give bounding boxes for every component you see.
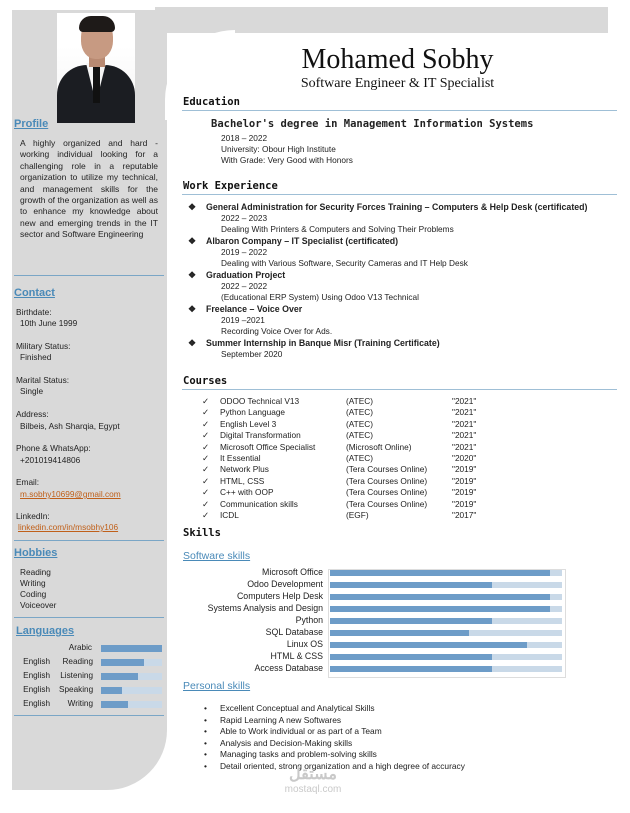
bullet-icon: ❖ [188, 236, 196, 246]
email-link[interactable]: m.sobhy10699@gmail.com [20, 489, 121, 499]
profile-photo [57, 13, 135, 123]
divider [14, 275, 164, 276]
course-name: Microsoft Office Specialist [220, 441, 316, 452]
hobby-item: Reading [20, 567, 51, 577]
education-university: University: Obour High Institute [221, 144, 336, 154]
personal-skill-text: Managing tasks and problem-solving skills [220, 749, 377, 759]
bullet-icon: • [204, 737, 207, 748]
skill-bar [330, 606, 562, 612]
skill-label: SQL Database [265, 627, 323, 637]
course-row [202, 430, 492, 441]
hobby-item: Voiceover [20, 600, 57, 610]
skill-label: Systems Analysis and Design [207, 603, 323, 613]
job-title [188, 270, 285, 281]
language-row [0, 657, 170, 668]
personal-skill-text: Detail oriented, strong organization and a high degree of accuracy [220, 760, 465, 771]
course-year: "2021" [452, 418, 477, 429]
bullet-icon: • [204, 749, 207, 759]
language-level-fill [101, 701, 128, 708]
hobbies-heading: Hobbies [14, 547, 58, 559]
divider [14, 617, 164, 618]
course-org: (Tera Courses Online) [346, 475, 428, 486]
skill-bar [330, 570, 562, 576]
course-org: (ATEC) [346, 453, 374, 463]
job-years: 2019 –2021 [221, 315, 265, 325]
course-name: English Level 3 [220, 418, 277, 429]
skill-bar-fill [330, 582, 492, 588]
profile-text: A highly organized and hard - working individual looking for a challenging role in a reputable organization to utilize my technical, and management skills for the growth of the organization as well as to enhance my knowledge about new and emerging trends in the IT sector and Software Engineering [20, 138, 158, 240]
military-value: Finished [20, 352, 52, 362]
language-level-bar [101, 645, 162, 652]
course-org: (Microsoft Online) [346, 441, 412, 452]
language-skill: Writing [67, 699, 93, 708]
phone-value: +201019414806 [20, 455, 81, 465]
bullet-icon: • [204, 726, 207, 736]
job-years: September 2020 [221, 349, 283, 359]
education-heading: Education [183, 96, 240, 108]
course-name: Network Plus [220, 464, 269, 475]
marital-label: Marital Status: [16, 375, 70, 385]
job-title [188, 304, 302, 315]
check-icon: ✓ [202, 464, 209, 475]
job-title-text: Summer Internship in Banque Misr (Training Certificate) [206, 338, 440, 348]
course-row [202, 442, 492, 453]
check-icon: ✓ [202, 487, 209, 498]
course-org: (ATEC) [346, 418, 374, 429]
personal-skill-text: Excellent Conceptual and Analytical Skills [220, 703, 375, 713]
skill-bar-fill [330, 618, 492, 624]
hobby-item: Writing [20, 578, 46, 588]
education-years: 2018 – 2022 [221, 133, 268, 143]
section-divider [182, 194, 617, 195]
bullet-icon: ❖ [188, 338, 196, 348]
language-level-fill [101, 687, 122, 694]
course-name: ODOO Technical V13 [220, 396, 300, 406]
check-icon: ✓ [202, 396, 209, 406]
skill-bar [330, 582, 562, 588]
personal-skill-item [204, 703, 375, 715]
course-year: "2021" [452, 430, 477, 441]
bullet-icon: ❖ [188, 202, 196, 212]
course-name: Communication skills [220, 498, 298, 509]
job-title-text: Freelance – Voice Over [206, 304, 303, 314]
experience-heading: Work Experience [183, 180, 278, 192]
course-org: (Tera Courses Online) [346, 487, 428, 498]
language-name: English [23, 671, 50, 680]
personal-skill-text: Analysis and Decision-Making skills [220, 737, 353, 748]
person-name: Mohamed Sobhy [301, 44, 494, 75]
section-divider [182, 110, 617, 111]
course-row [202, 464, 492, 475]
skill-bar-fill [330, 570, 550, 576]
course-org: (Tera Courses Online) [346, 498, 428, 509]
language-row [0, 671, 170, 682]
job-description: Recording Voice Over for Ads. [221, 326, 333, 336]
military-label: Military Status: [16, 341, 71, 351]
course-row [202, 453, 492, 464]
check-icon: ✓ [202, 453, 209, 463]
job-years: 2022 – 2022 [221, 281, 268, 291]
course-year: "2021" [452, 407, 477, 418]
job-title: Software Engineer & IT Specialist [300, 76, 495, 91]
skill-label: Access Database [254, 663, 323, 673]
language-row [0, 685, 170, 696]
job-years: 2019 – 2022 [221, 247, 268, 257]
linkedin-label: LinkedIn: [16, 511, 50, 521]
course-row [202, 419, 492, 430]
language-name: English [23, 657, 50, 666]
job-description: (Educational ERP System) Using Odoo V13 Technical [221, 292, 419, 302]
course-year: "2019" [452, 487, 477, 498]
language-level-fill [101, 645, 162, 652]
birthdate-label: Birthdate: [16, 307, 52, 317]
skill-bar-fill [330, 594, 550, 600]
course-name: ICDL [220, 510, 239, 520]
personal-skill-item [204, 738, 352, 750]
personal-skill-text: Rapid Learning A new Softwares [220, 714, 342, 725]
bullet-icon: • [204, 714, 207, 725]
personal-skill-item [204, 749, 377, 761]
course-year: "2019" [452, 464, 477, 475]
course-row [202, 510, 492, 521]
divider [14, 715, 164, 716]
course-row [202, 396, 492, 407]
skill-label: Python [295, 615, 323, 625]
course-org: (Tera Courses Online) [346, 464, 428, 475]
course-row [202, 499, 492, 510]
marital-value: Single [20, 386, 44, 396]
email-label: Email: [16, 477, 40, 487]
personal-skills-heading: Personal skills [183, 680, 251, 692]
check-icon: ✓ [202, 475, 209, 486]
skill-bar [330, 630, 562, 636]
skill-bar [330, 594, 562, 600]
skill-bar-fill [330, 666, 492, 672]
course-org: (ATEC) [346, 407, 374, 418]
course-org: (EGF) [346, 510, 369, 520]
personal-skill-text: Able to Work individual or as part of a Team [220, 726, 382, 736]
course-year: "2017" [452, 510, 477, 520]
skill-bar [330, 666, 562, 672]
job-years: 2022 – 2023 [221, 213, 268, 223]
skill-bar [330, 654, 562, 660]
section-divider [182, 389, 617, 390]
skill-label: Linux OS [286, 639, 323, 649]
course-row [202, 487, 492, 498]
language-row [0, 699, 170, 710]
course-name: It Essential [220, 453, 261, 463]
bullet-icon: • [204, 760, 207, 771]
language-skill: Speaking [59, 685, 94, 694]
language-row [0, 643, 170, 654]
software-skills-heading: Software skills [183, 550, 251, 562]
job-title [188, 236, 398, 247]
watermark: مستقل mostaql.com [284, 766, 342, 795]
check-icon: ✓ [202, 510, 209, 520]
check-icon: ✓ [202, 430, 209, 441]
degree-title: Bachelor's degree in Management Information Systems [211, 118, 534, 130]
job-title-text: General Administration for Security Forces Training – Computers & Help Desk (certificated) [206, 202, 588, 212]
courses-heading: Courses [183, 375, 228, 387]
language-level-bar [101, 701, 162, 708]
hobby-item: Coding [20, 589, 47, 599]
course-year: "2019" [452, 475, 477, 486]
skill-label: Computers Help Desk [236, 591, 323, 601]
contact-heading: Contact [14, 287, 55, 299]
course-year: "2021" [452, 396, 477, 406]
skills-heading: Skills [183, 527, 221, 539]
course-year: "2019" [452, 498, 477, 509]
course-year: "2021" [452, 441, 477, 452]
languages-heading: Languages [16, 625, 75, 637]
job-title-text: Albaron Company – IT Specialist (certificated) [206, 236, 399, 246]
check-icon: ✓ [202, 407, 209, 418]
language-level-bar [101, 673, 162, 680]
check-icon: ✓ [202, 418, 209, 429]
course-name: HTML, CSS [220, 475, 265, 486]
profile-heading: Profile [14, 118, 49, 130]
language-name: Arabic [68, 643, 92, 652]
address-value: Bilbeis, Ash Sharqia, Egypt [20, 421, 120, 431]
language-skill: Reading [62, 657, 93, 666]
course-org: (ATEC) [346, 430, 374, 441]
education-grade: With Grade: Very Good with Honors [221, 155, 353, 165]
personal-skill-item [204, 715, 341, 727]
skill-label: Odoo Development [247, 579, 323, 589]
check-icon: ✓ [202, 441, 209, 452]
job-description: Dealing with Various Software, Security Cameras and IT Help Desk [221, 258, 468, 268]
header-band [155, 7, 608, 33]
language-level-bar [101, 659, 162, 666]
bullet-icon: ❖ [188, 270, 196, 280]
phone-label: Phone & WhatsApp: [16, 443, 91, 453]
language-level-bar [101, 687, 162, 694]
language-name: English [23, 685, 50, 694]
job-title-text: Graduation Project [206, 270, 286, 280]
skill-label: HTML & CSS [270, 651, 323, 661]
check-icon: ✓ [202, 498, 209, 509]
language-level-fill [101, 673, 138, 680]
course-org: (ATEC) [346, 396, 374, 406]
course-row [202, 407, 492, 418]
course-row [202, 476, 492, 487]
skill-bar-fill [330, 630, 469, 636]
bullet-icon: ❖ [188, 304, 196, 314]
job-title [188, 338, 440, 349]
skill-bar [330, 642, 562, 648]
language-skill: Listening [60, 671, 93, 680]
skill-bar-fill [330, 654, 492, 660]
personal-skill-item [204, 726, 382, 738]
skill-bar-fill [330, 642, 527, 648]
language-name: English [23, 699, 50, 708]
job-title [188, 202, 587, 213]
course-year: "2020" [452, 453, 477, 463]
course-name: Digital Transformation [220, 430, 301, 441]
job-description: Dealing With Printers & Computers and Solving Their Problems [221, 224, 454, 234]
divider [14, 540, 164, 541]
course-name: Python Language [220, 407, 286, 418]
skill-bar-fill [330, 606, 550, 612]
skill-bar [330, 618, 562, 624]
skill-label: Microsoft Office [262, 567, 323, 577]
birthdate-value: 10th June 1999 [20, 318, 78, 328]
address-label: Address: [16, 409, 49, 419]
course-name: C++ with OOP [220, 487, 274, 498]
bullet-icon: • [204, 703, 207, 713]
language-level-fill [101, 659, 144, 666]
linkedin-link[interactable]: linkedin.com/in/msobhy106 [18, 522, 119, 532]
